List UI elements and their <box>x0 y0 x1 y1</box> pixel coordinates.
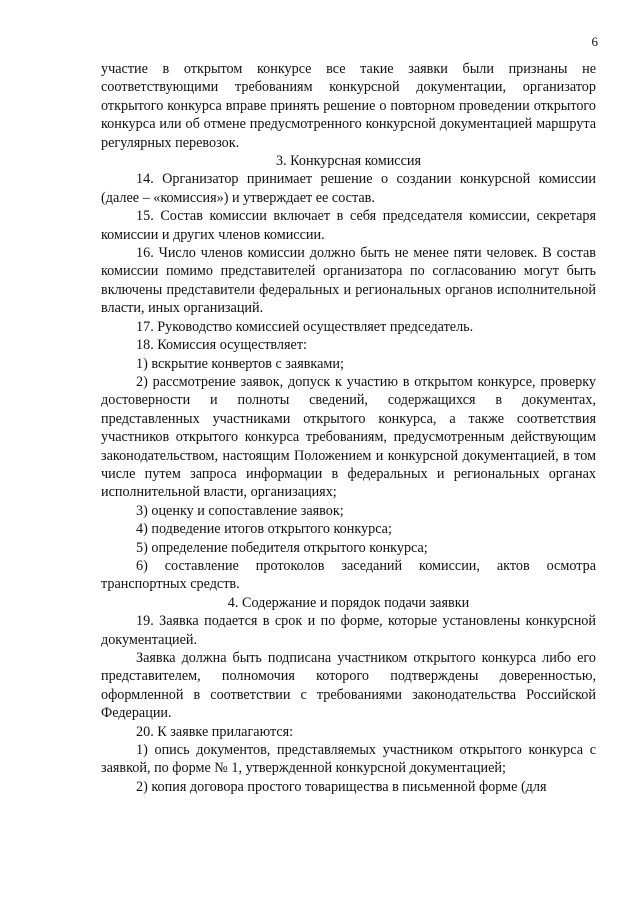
clause-18-item-6: 6) составление протоколов заседаний комиссии, актов осмотра транспортных средств. <box>101 557 596 593</box>
clause-18-item-1: 1) вскрытие конвертов с заявками; <box>136 355 344 372</box>
clause-19: 19. Заявка подается в срок и по форме, которые установлены конкурсной документацией. <box>101 613 596 648</box>
clause-20-item-2: 2) копия договора простого товарищества в письменной форме (для <box>136 778 547 795</box>
clause-20-item-1: 1) опись документов, представляемых участником открытого конкурса с заявкой, по форме № 1, утвержденной конкурсной документацией; <box>101 742 596 777</box>
clause-19-signature: Заявка должна быть подписана участником открытого конкурса либо его представителем, полномочия которого подтверждены доверенностью, оформленной в соответствии с требованиями законодательства Российской Федерации. <box>101 650 596 722</box>
section-3-heading: 3. Конкурсная комиссия <box>275 153 422 170</box>
clause-16: 16. Число членов комиссии должно быть не менее пяти человек. В состав комиссии помимо представителей организатора по согласованию могут быть включены представители федеральных и региональных органов исполнительной власти, иных организаций. <box>101 245 596 317</box>
clause-18-item-3: 3) оценку и сопоставление заявок; <box>136 502 344 519</box>
intro-paragraph: участие в открытом конкурсе все такие заявки были признаны не соответствующими требованиям конкурсной документации, организатор открытого конкурса вправе принять решение о повторном проведении открытого конкурса или об отмене предусмотренного конкурсной документацией маршрута регулярных перевозок. <box>101 61 596 151</box>
document-body <box>101 60 596 796</box>
clause-20: 20. К заявке прилагаются: <box>136 723 294 740</box>
clause-18-item-5: 5) определение победителя открытого конкурса; <box>136 539 428 556</box>
clause-18-item-4: 4) подведение итогов открытого конкурса; <box>136 521 392 538</box>
clause-14: 14. Организатор принимает решение о создании конкурсной комиссии (далее – «комиссия») и утверждает ее состав. <box>101 171 596 206</box>
clause-17: 17. Руководство комиссией осуществляет председатель. <box>136 318 474 335</box>
section-4-heading: 4. Содержание и порядок подачи заявки <box>227 594 470 611</box>
clause-18: 18. Комиссия осуществляет: <box>136 337 307 354</box>
clause-18-item-2: 2) рассмотрение заявок, допуск к участию в открытом конкурсе, проверку достоверности и полноты сведений, содержащихся в документах, представленных участниками открытого конкурса, а также соответствия участников открытого конкурса требованиям, предусмотренным действующим законодательством, настоящим Положением и конкурсной документацией, в том числе путем запроса информации в федеральных и региональных органах исполнительной власти, организациях; <box>101 373 596 501</box>
page-number: 6 <box>591 34 598 49</box>
clause-15: 15. Состав комиссии включает в себя председателя комиссии, секретаря комиссии и других членов комиссии. <box>101 208 596 243</box>
